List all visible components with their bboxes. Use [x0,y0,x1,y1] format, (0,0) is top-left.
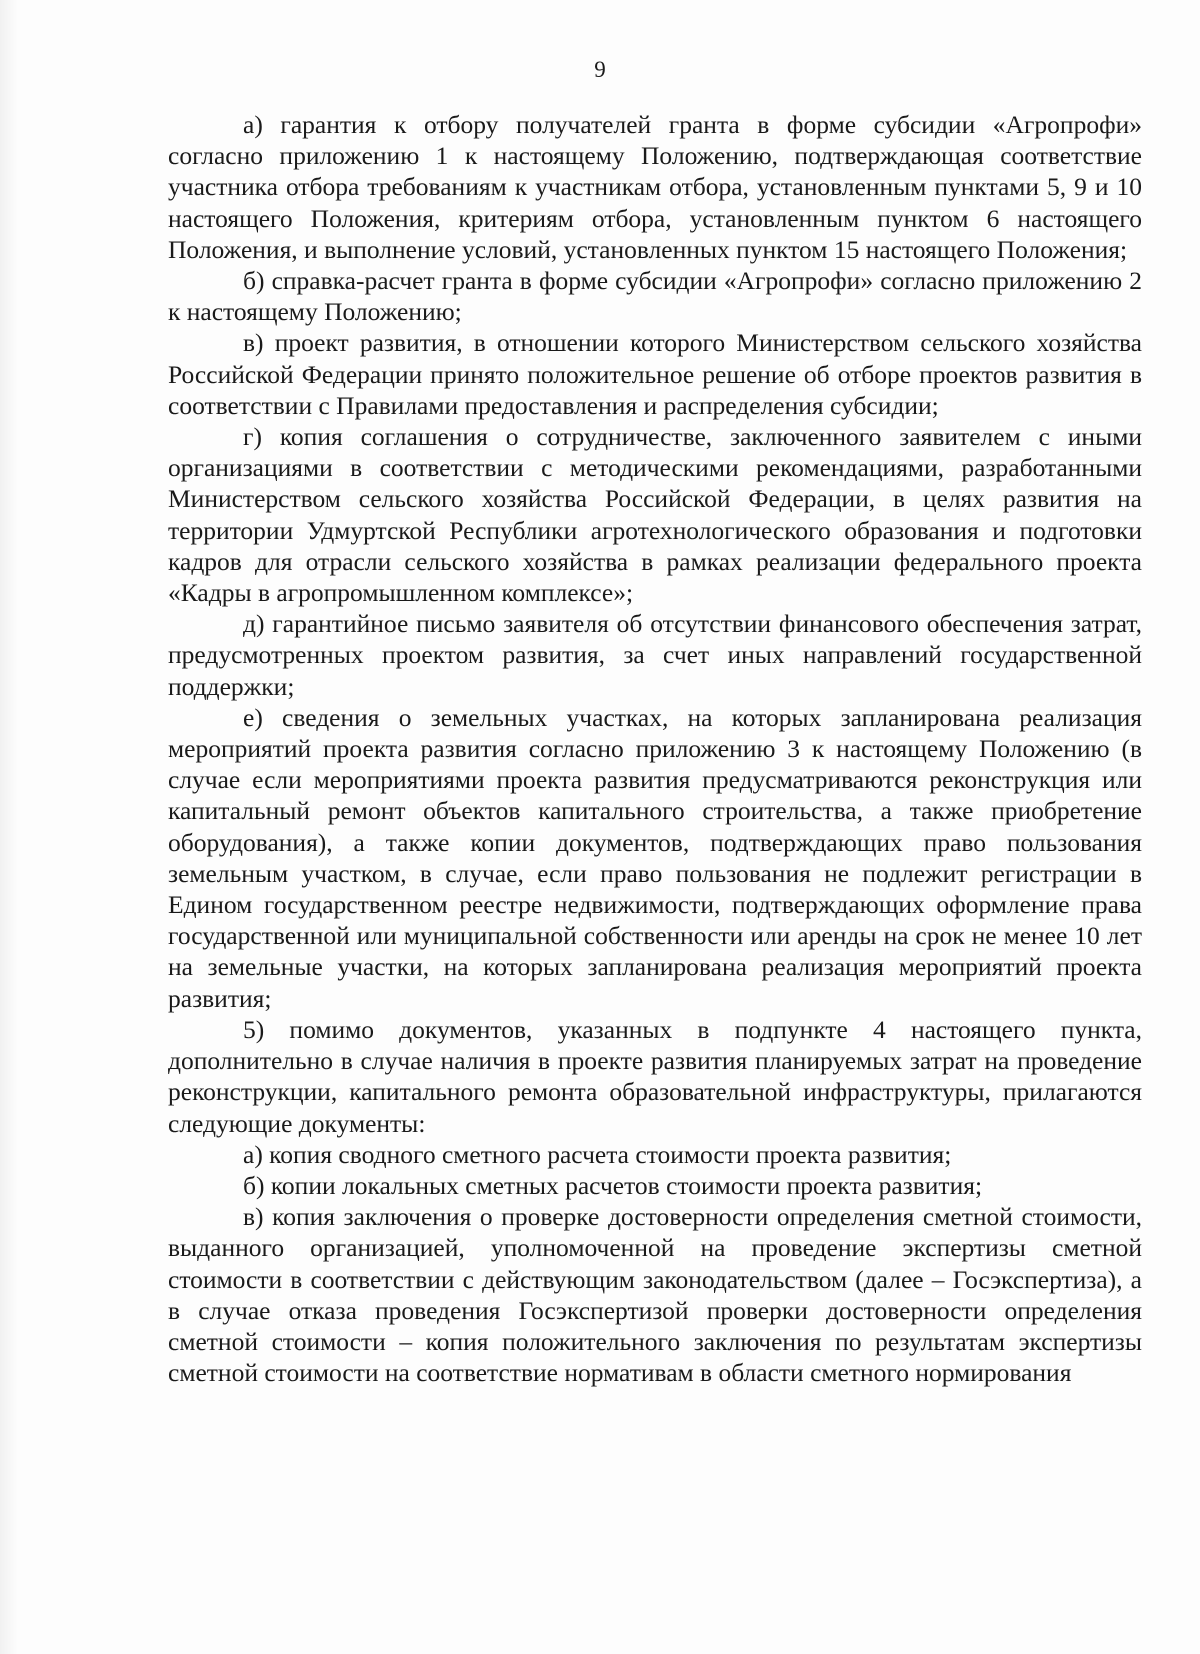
paragraph-local-estimates: б) копии локальных сметных расчетов стоимости проекта развития; [243,1170,983,1200]
paragraph-summary-estimate: а) копия сводного сметного расчета стоимости проекта развития; [243,1139,952,1169]
paragraph-land-plots: е) сведения о земельных участках, на которых запланирована реализация мероприятий проекта развития согласно приложению 3 к настоящему Положению (в случае если мероприятиями проекта развития предусматриваются реконструкция или капитальный ремонт объектов капитального строительства, а также приобретение оборудования), а также копии документов, подтверждающих право пользования земельным участком, в случае, если право пользования не подлежит регистрации в Едином государственном реестре недвижимости, подтверждающих оформление права государственной или муниципальной собственности или аренды на срок не менее 10 лет на земельные участки, на которых запланирована реализация мероприятий проекта развития; [168,702,1142,1013]
paragraph-guarantee: а) гарантия к отбору получателей гранта в форме субсидии «Агропрофи» согласно приложению 1 к настоящему Положению, подтверждающая соответствие участника отбора требованиям к участникам отбора, установленным пунктами 5, 9 и 10 настоящего Положения, критериям отбора, установленным пунктом 6 настоящего Положения, и выполнение условий, установленных пунктом 15 настоящего Положения; [168,110,1142,264]
page-number: 9 [594,57,606,82]
document-body [168,109,1142,1388]
paragraph-cooperation-agreement: г) копия соглашения о сотрудничестве, заключенного заявителем с иными организациями в соответствии с методическими рекомендациями, разработанными Министерством сельского хозяйства Российской Федерации, в целях развития на территории Удмуртской Республики агротехнологического образования и подготовки кадров для отрасли сельского хозяйства в рамках реализации федерального проекта «Кадры в агропромышленном комплексе»; [168,422,1142,608]
paragraph-additional-documents: 5) помимо документов, указанных в подпункте 4 настоящего пункта, дополнительно в случае наличия в проекте развития планируемых затрат на проведение реконструкции, капитального ремонта образовательной инфраструктуры, прилагаются следующие документы: [168,1014,1142,1138]
paragraph-development-project: в) проект развития, в отношении которого Министерством сельского хозяйства Российской Федерации принято положительное решение об отборе проектов развития в соответствии с Правилами предоставления и распределения субсидии; [168,328,1142,420]
paragraph-guarantee-letter: д) гарантийное письмо заявителя об отсутствии финансового обеспечения затрат, предусмотренных проектом развития, за счет иных направлений государственной поддержки; [168,609,1142,701]
paragraph-grant-calculation: б) справка-расчет гранта в форме субсидии «Агропрофи» согласно приложению 2 к настоящему Положению; [168,266,1142,327]
scan-edge-shading [0,0,18,1654]
paragraph-expert-conclusion: в) копия заключения о проверке достоверности определения сметной стоимости, выданного организацией, уполномоченной на проведение экспертизы сметной стоимости в соответствии с действующим законодательством (далее – Госэкспертиза), а в случае отказа проведения Госэкспертизой проверки достоверности определения сметной стоимости – копия положительного заключения по результатам экспертизы сметной стоимости на соответствие нормативам в области сметного нормирования [168,1202,1142,1388]
